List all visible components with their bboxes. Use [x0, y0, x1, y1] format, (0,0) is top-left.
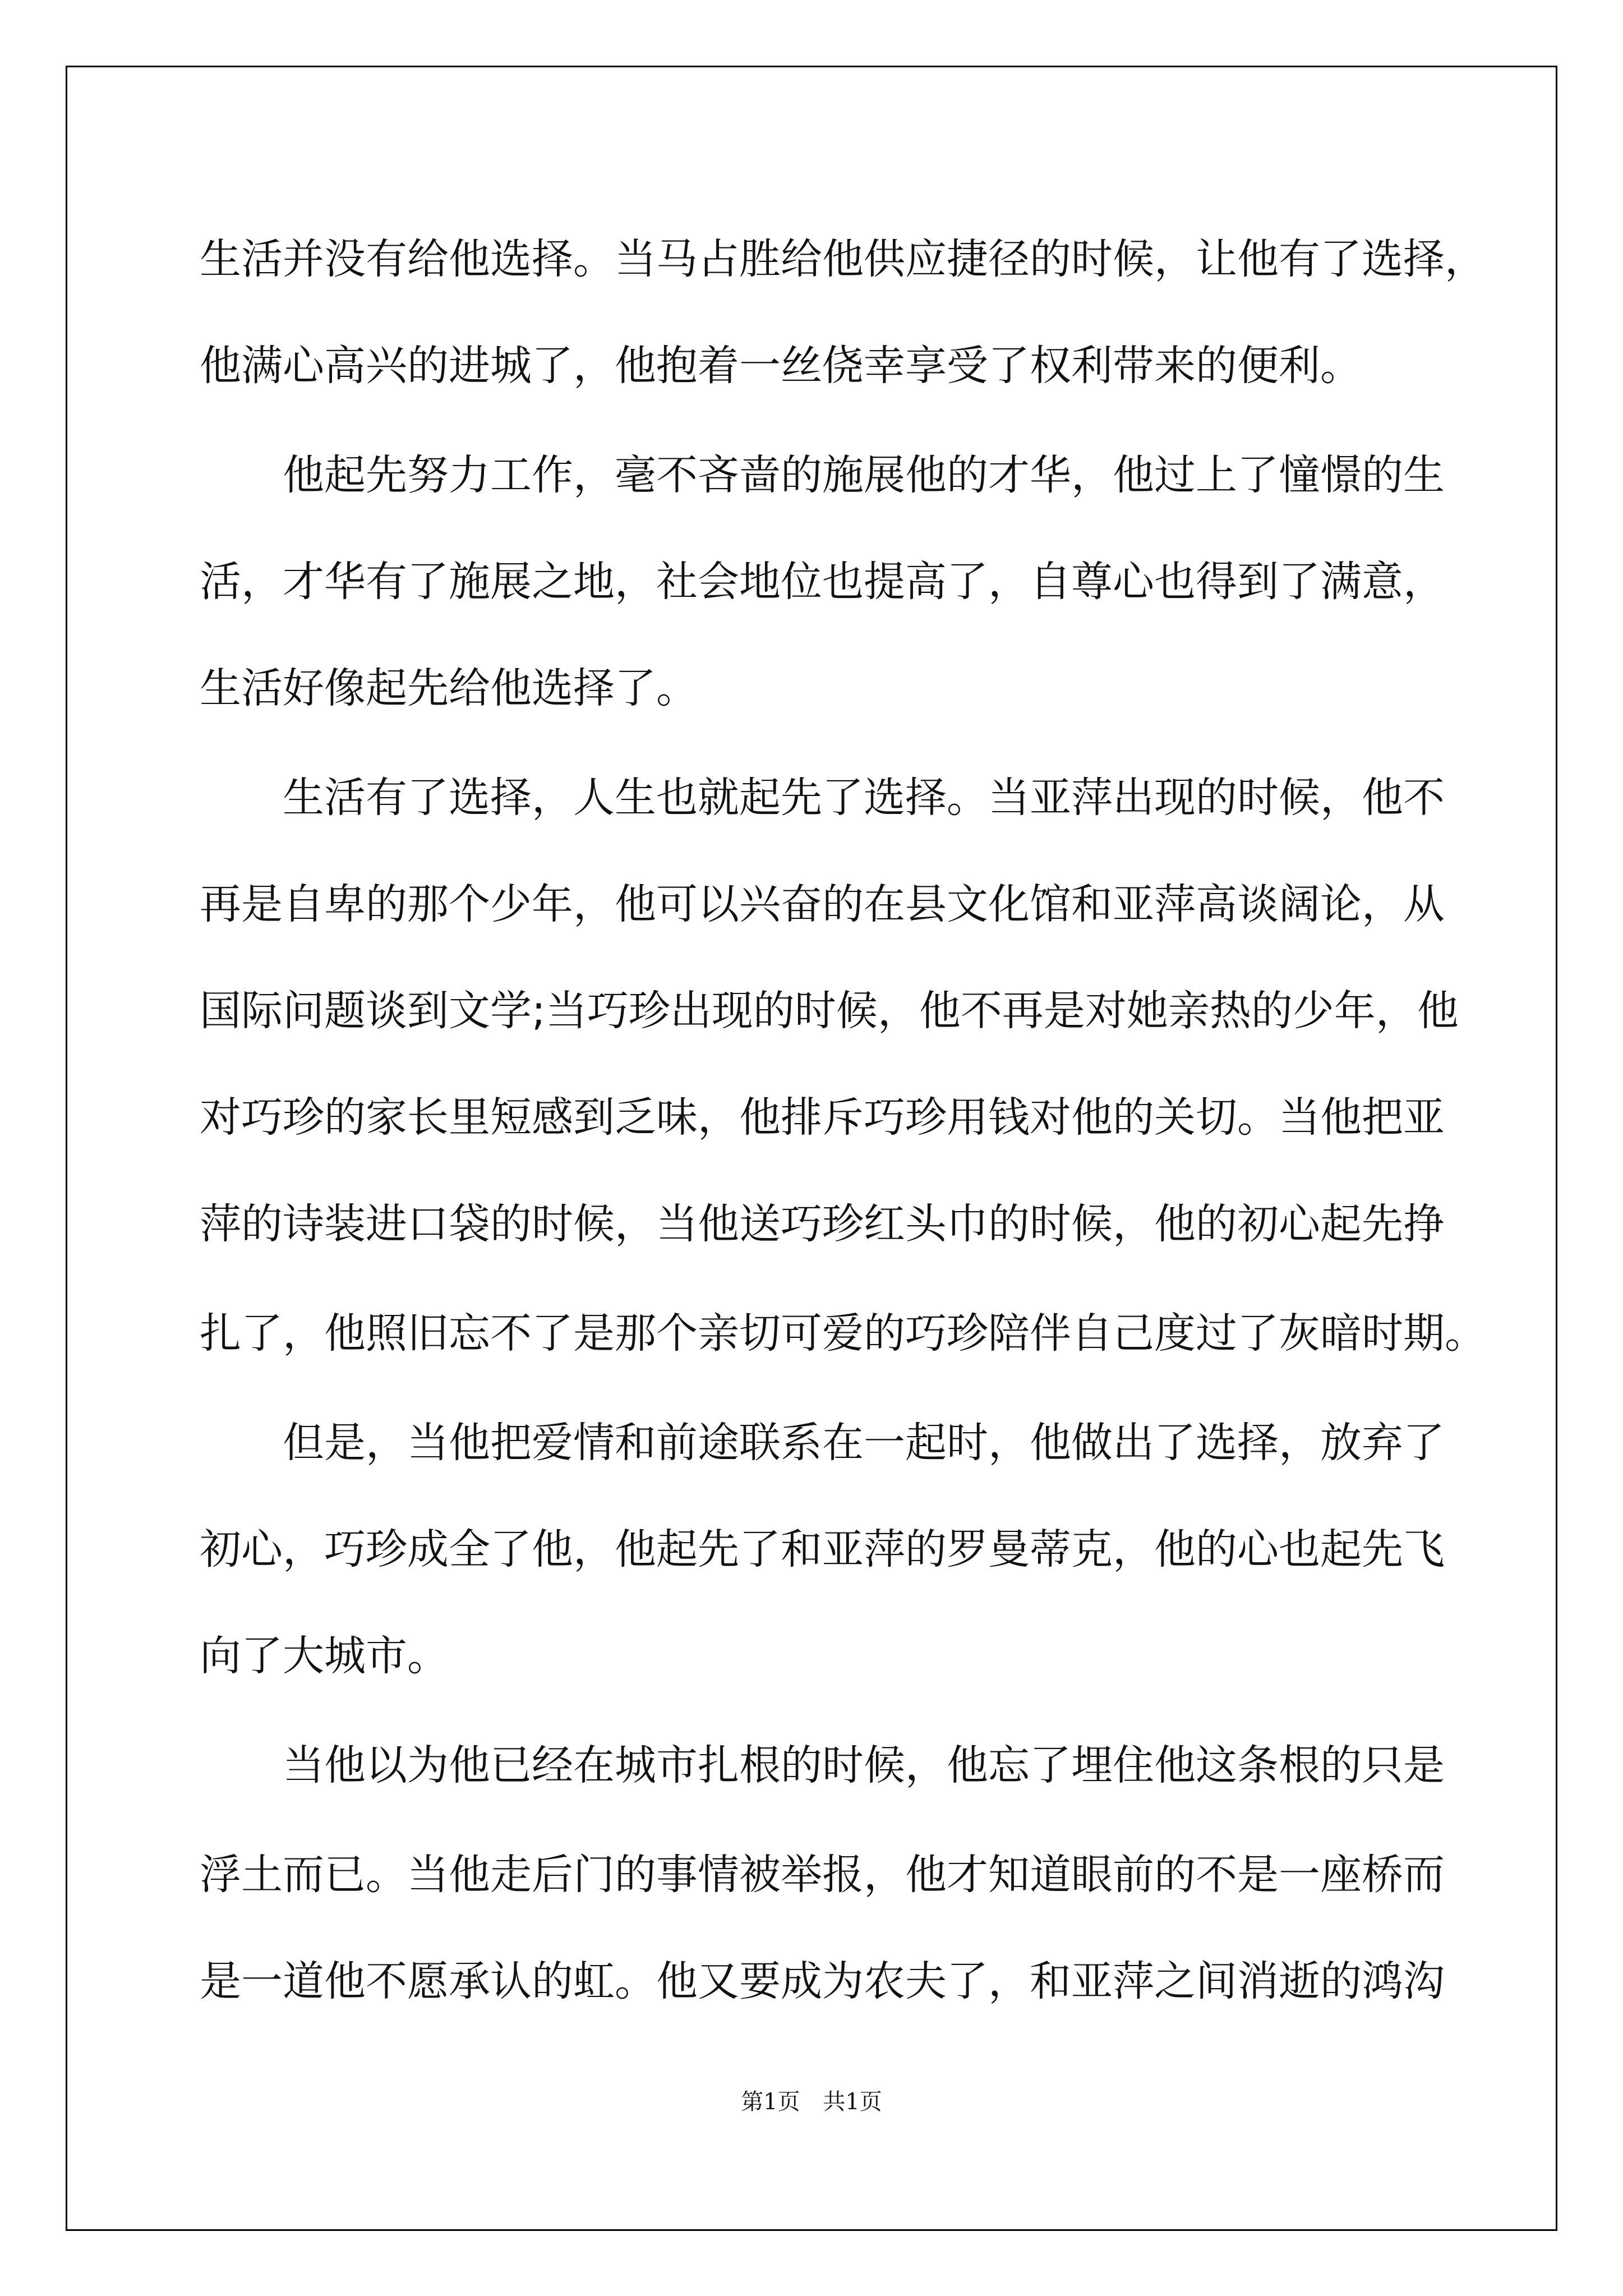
text-line: 扎了，他照旧忘不了是那个亲切可爱的巧珍陪伴自己度过了灰暗时期。: [200, 1309, 1486, 1358]
text-line: 生活并没有给他选择。当马占胜给他供应捷径的时候，让他有了选择，: [200, 235, 1486, 283]
page-number-total: 共1页: [823, 2089, 882, 2115]
text-line: 国际问题谈到文学;当巧珍出现的时候，他不再是对她亲热的少年，他: [200, 987, 1459, 1035]
text-line: 生活有了选择，人生也就起先了选择。当亚萍出现的时候，他不: [283, 774, 1445, 822]
page-number-current: 第1页: [741, 2089, 800, 2115]
text-line: 向了大城市。: [200, 1632, 449, 1680]
text-line: 是一道他不愿承认的虹。他又要成为农夫了，和亚萍之间消逝的鸿沟: [200, 1957, 1445, 2005]
text-line: 活，才华有了施展之地，社会地位也提高了，自尊心也得到了满意，: [200, 558, 1445, 606]
text-line: 浮土而已。当他走后门的事情被举报，他才知道眼前的不是一座桥而: [200, 1851, 1445, 1899]
text-line: 初心，巧珍成全了他，他起先了和亚萍的罗曼蒂克，他的心也起先飞: [200, 1525, 1445, 1573]
text-line: 他满心高兴的进城了，他抱着一丝侥幸享受了权利带来的便利。: [200, 342, 1362, 390]
text-line: 生活好像起先给他选择了。: [200, 664, 698, 712]
text-line: 他起先努力工作，毫不吝啬的施展他的才华，他过上了憧憬的生: [283, 451, 1445, 499]
text-line: 萍的诗装进口袋的时候，当他送巧珍红头巾的时候，他的初心起先挣: [200, 1200, 1445, 1248]
text-line: 对巧珍的家长里短感到乏味，他排斥巧珍用钱对他的关切。当他把亚: [200, 1093, 1445, 1142]
text-line: 再是自卑的那个少年，他可以兴奋的在县文化馆和亚萍高谈阔论，从: [200, 880, 1445, 928]
text-line: 但是，当他把爱情和前途联系在一起时，他做出了选择，放弃了: [283, 1419, 1445, 1467]
text-line: 当他以为他已经在城市扎根的时候，他忘了埋住他这条根的只是: [283, 1741, 1445, 1789]
page-footer: [0, 2084, 1623, 2116]
